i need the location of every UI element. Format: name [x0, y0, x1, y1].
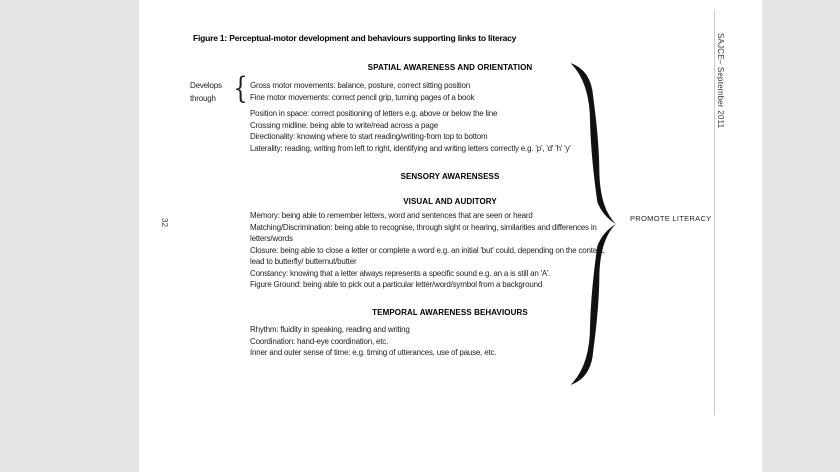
list-item: Inner and outer sense of time: e.g. timing of utterances, use of pause, etc. [250, 348, 497, 357]
list-item: Figure Ground: being able to pick out a particular letter/word/symbol from a background [250, 280, 543, 289]
list-item: Constancy: knowing that a letter always represents a specific sound e.g. an a is still an 'A'. [250, 268, 551, 278]
list-item: Fine motor movements: correct pencil grip, turning pages of a book [250, 92, 475, 102]
list-item: Laterality: reading, writing from left to right, identifying and writing letters correctly e.g. 'p', 'd' 'h' 'y' [250, 143, 571, 153]
heading-temporal-awareness: TEMPORAL AWARENESS BEHAVIOURS [372, 308, 528, 317]
develops-label-line2: through [190, 94, 216, 103]
motor-movements-list [250, 80, 606, 103]
document-page [139, 0, 762, 472]
temporal-list [250, 324, 606, 359]
develops-through-label [190, 79, 222, 105]
list-item: Closure: being able to close a letter or complete a word e.g. an initial 'but' could, depending on the context, lead to butterfly/ butternut/butter [250, 245, 605, 266]
open-brace-icon: { [233, 71, 248, 106]
subheading-visual-auditory: VISUAL AND AUDITORY [403, 197, 497, 206]
figure-title: Figure 1: Perceptual-motor development and behaviours supporting links to literacy [193, 33, 517, 43]
curly-brace-icon [556, 62, 620, 386]
promote-literacy-label: PROMOTE LITERACY [630, 214, 712, 223]
journal-sidebar-text: SAJCE– September 2011 [716, 33, 725, 129]
heading-sensory-awareness: SENSORY AWARENSESS [400, 172, 500, 181]
orientation-list [250, 108, 606, 154]
list-item: Gross motor movements: balance, posture, correct sitting position [250, 81, 470, 90]
list-item: Memory: being able to remember letters, word and sentences that are seen or heard [250, 211, 533, 220]
list-item: Coordination: hand-eye coordination, etc. [250, 336, 389, 346]
list-item: Directionality: knowing where to start reading/writing-from top to bottom [250, 132, 488, 141]
heading-spatial-awareness: SPATIAL AWARENESS AND ORIENTATION [367, 63, 533, 72]
list-item: Crossing midline: being able to write/read across a page [250, 120, 439, 130]
margin-divider [714, 10, 715, 415]
list-item: Matching/Discrimination: being able to recognise, through sight or hearing, similarities and differences in letters/words [250, 222, 597, 243]
list-item: Rhythm: fluidity in speaking, reading and writing [250, 325, 410, 334]
page-number: 32 [160, 218, 169, 227]
develops-label-line1: Develops [190, 81, 222, 90]
list-item: Position in space: correct positioning of letters e.g. above or below the line [250, 109, 498, 118]
visual-auditory-list [250, 210, 606, 291]
